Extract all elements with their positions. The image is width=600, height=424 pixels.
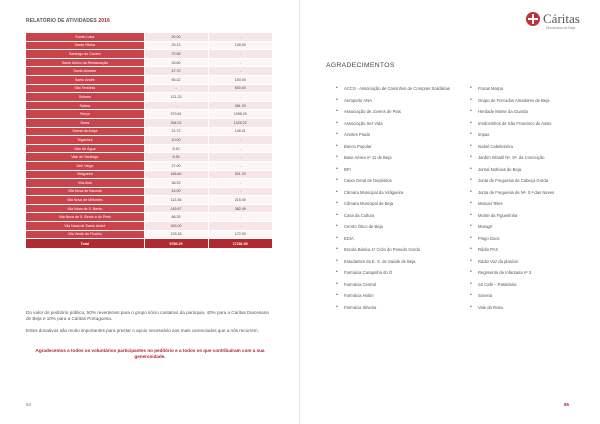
- amount-a-cell: 70.58: [144, 50, 208, 59]
- table-row: [26, 75, 272, 84]
- table-row: [26, 101, 272, 110]
- parish-cell: Santo Aleixo da Restauração: [26, 58, 144, 67]
- caritas-logo: [526, 12, 590, 36]
- list-item: • Herdade Monte da Guarda: [470, 109, 590, 114]
- parish-cell: Safara: [26, 101, 144, 110]
- parish-cell: Sines: [26, 118, 144, 127]
- page-number-right: 65: [564, 402, 570, 407]
- list-item: • Caixa Geral de Depósitos: [336, 178, 456, 183]
- amount-b-cell: -: [208, 161, 272, 170]
- total-label: Total: [26, 239, 144, 249]
- list-item: • Associação Ser Vida: [336, 121, 456, 126]
- parish-cell: Santa Luzia: [26, 33, 144, 41]
- table-row: [26, 41, 272, 50]
- parish-cell: Vila Nova de S. Bento: [26, 204, 144, 213]
- amount-b-cell: 381.20: [208, 101, 272, 110]
- amount-b-cell: -: [208, 153, 272, 162]
- list-item: • Sovena: [470, 293, 590, 298]
- amount-b-cell: -: [208, 58, 272, 67]
- amount-a-cell: 26.60: [144, 58, 208, 67]
- amount-a-cell: 43.00: [144, 187, 208, 196]
- amount-a-cell: 20.00: [144, 33, 208, 41]
- table-row: [26, 50, 272, 59]
- amount-b-cell: -: [208, 33, 272, 41]
- parish-cell: Santa Vitória: [26, 41, 144, 50]
- parish-cell: Vale de Santiago: [26, 153, 144, 162]
- amount-a-cell: 166.80: [144, 170, 208, 179]
- amount-b-cell: -: [208, 144, 272, 153]
- list-item: • Grupo de Forcados Amadores de Beja: [470, 98, 590, 103]
- amount-a-cell: 25.13: [144, 41, 208, 50]
- report-title: [26, 18, 110, 24]
- page-number-left: 64: [26, 402, 32, 407]
- amount-a-cell: 112.36: [144, 196, 208, 205]
- list-item: • Irmãozinhos de São Francisco de Assis: [470, 121, 590, 126]
- list-item: • Isabel Cabeleireira: [470, 144, 590, 149]
- table-row: [26, 222, 272, 231]
- amount-b-cell: -: [208, 222, 272, 231]
- table-row: [26, 67, 272, 76]
- table-row: [26, 179, 272, 188]
- amount-b-cell: 172.00: [208, 230, 272, 239]
- list-item: • Pingo Doce: [470, 236, 590, 241]
- table-row: [26, 196, 272, 205]
- parish-cell: Trigaches: [26, 136, 144, 145]
- table-row: [26, 118, 272, 127]
- logo-name: Cáritas: [543, 11, 580, 26]
- parish-cell: Vila Nova de Baronia: [26, 187, 144, 196]
- parish-cell: Santo André: [26, 75, 144, 84]
- amount-a-cell: -: [144, 84, 208, 93]
- table-row: [26, 161, 272, 170]
- amount-a-cell: 379.61: [144, 110, 208, 119]
- amount-a-cell: 47.70: [144, 67, 208, 76]
- logo-subtitle: Diocesana de Beja: [546, 26, 576, 30]
- list-item: • EDIA: [336, 236, 456, 241]
- amount-a-cell: 263.00: [144, 222, 208, 231]
- importance-paragraph: Estes donativos são muito importantes para prestar o apoio necessário aos mais carenciados que a nós recorrem.: [26, 328, 259, 333]
- amount-a-cell: -: [144, 101, 208, 110]
- list-item: • Junta de Freguesia de Nª. S.ª das Neves: [470, 190, 590, 195]
- list-item: • Moragri: [470, 224, 590, 229]
- list-item: • Junta de Freguesia de Cabeça Gorda: [470, 178, 590, 183]
- list-item: • Monte da Figueirinha: [470, 213, 590, 218]
- parish-cell: Santiago do Cacém: [26, 50, 144, 59]
- list-item: • Aeroporto ANA: [336, 98, 456, 103]
- amount-a-cell: 8.35: [144, 153, 208, 162]
- acknowledgements-title: AGRADECIMENTOS: [326, 62, 395, 69]
- amount-b-cell: -: [208, 136, 272, 145]
- parish-cell: Serpa: [26, 110, 144, 119]
- amount-a-cell: 6.30: [144, 144, 208, 153]
- table-row: [26, 230, 272, 239]
- parish-cell: Vila Alva: [26, 179, 144, 188]
- list-item: • Jardim Infantil Nª. Sª. da Conceição: [470, 155, 590, 160]
- amount-b-cell: 382.49: [208, 204, 272, 213]
- parish-cell: Sobral da Adiça: [26, 127, 144, 136]
- table-row: [26, 170, 272, 179]
- acknowledgements-list-right: [470, 86, 590, 316]
- list-item: • Só Café – Pastelaria: [470, 282, 590, 287]
- amount-a-cell: 10.00: [144, 136, 208, 145]
- parish-cell: Vila Nova de Santo André: [26, 222, 144, 231]
- amount-a-cell: 38.25: [144, 179, 208, 188]
- list-item: • Associação de Jovens de Pias: [336, 109, 456, 114]
- amount-b-cell: 128.00: [208, 41, 272, 50]
- amount-b-cell: -: [208, 179, 272, 188]
- amount-b-cell: -: [208, 213, 272, 222]
- list-item: • Câmara Municipal de Beja: [336, 201, 456, 206]
- list-item: • Farmácia Carapinha do Ó: [336, 270, 456, 275]
- report-title-text: RELATÓRIO DE ATIVIDADES: [26, 18, 97, 24]
- table-row: [26, 144, 272, 153]
- list-item: • BPI: [336, 167, 456, 172]
- amount-b-cell: -: [208, 93, 272, 102]
- amount-a-cell: 88.25: [144, 213, 208, 222]
- list-item: • Azeites Prado: [336, 132, 456, 137]
- table-row: [26, 110, 272, 119]
- distribution-paragraph: Do valor do peditório público, 50% reverteram para o grupo sócio caritativo da paróquia, 40% para a Cáritas Diocesana de Beja e 10% para a Cáritas Portuguesa.: [26, 310, 269, 322]
- list-item: • Farmácia Central: [336, 282, 456, 287]
- amount-b-cell: -: [208, 50, 272, 59]
- list-item: • Rádio PAX: [470, 247, 590, 252]
- parish-cell: Vila Verde de Ficalho: [26, 230, 144, 239]
- table-row: [26, 127, 272, 136]
- list-item: • Estudantes da E. S. de Saúde de Beja: [336, 259, 456, 264]
- table-row: [26, 187, 272, 196]
- table-row: [26, 153, 272, 162]
- table-row: [26, 84, 272, 93]
- parish-cell: Santo Amador: [26, 67, 144, 76]
- amount-a-cell: 65.32: [144, 75, 208, 84]
- list-item: • Farmácia Holon: [336, 293, 456, 298]
- amount-a-cell: 121.23: [144, 93, 208, 102]
- list-item: • Frutas Marpa: [470, 86, 590, 91]
- amount-b-cell: 500.00: [208, 84, 272, 93]
- list-item: • Impax: [470, 132, 590, 137]
- table-row: [26, 58, 272, 67]
- table-row: [26, 136, 272, 145]
- total-a: 5786.29: [144, 239, 208, 249]
- list-item: • Câmara Municipal da Vidigueira: [336, 190, 456, 195]
- total-row: [26, 239, 272, 249]
- parish-cell: Vale Vargo: [26, 161, 144, 170]
- table-row: [26, 213, 272, 222]
- amount-a-cell: 27.00: [144, 161, 208, 170]
- list-item: • ACCS - Associação de Caminhos de Compras Solidárias: [336, 86, 456, 91]
- list-item: • Centro Ótico de Beja: [336, 224, 456, 229]
- acknowledgements-list-left: [336, 86, 456, 316]
- parish-cell: Vidigueira: [26, 170, 144, 179]
- list-item: • Vale da Rosa: [470, 305, 590, 310]
- donations-table: [26, 33, 272, 249]
- total-b: 17281.90: [208, 239, 272, 249]
- cross-icon: [526, 12, 540, 26]
- amount-b-cell: 215.00: [208, 196, 272, 205]
- amount-a-cell: 21.72: [144, 127, 208, 136]
- table-row: [26, 93, 272, 102]
- amount-b-cell: -: [208, 67, 272, 76]
- parish-cell: Vale de Água: [26, 144, 144, 153]
- list-item: • Banco Popular: [336, 144, 456, 149]
- amount-b-cell: 1029.22: [208, 118, 272, 127]
- list-item: • Farmácia Silveira: [336, 305, 456, 310]
- parish-cell: Vila Nova de Milfontes: [26, 196, 144, 205]
- report-year: 2016: [98, 18, 110, 24]
- list-item: • Rádio Voz da planície: [470, 259, 590, 264]
- thanks-paragraph: Agradecemos a todos os voluntários participantes no peditório e a todos os que contribuíram com a sua generosidade.: [35, 348, 265, 360]
- list-item: • Base Aérea nº 11 de Beja: [336, 155, 456, 160]
- list-item: • Manuel Teles: [470, 201, 590, 206]
- amount-a-cell: 145.67: [144, 204, 208, 213]
- amount-b-cell: 149.21: [208, 127, 272, 136]
- amount-b-cell: 100.00: [208, 75, 272, 84]
- table-row: [26, 204, 272, 213]
- amount-b-cell: 1058.20: [208, 110, 272, 119]
- amount-a-cell: 264.01: [144, 118, 208, 127]
- list-item: • Escola Básica 1º Ciclo do Penedo Gordo: [336, 247, 456, 252]
- list-item: • Regimento de Infantaria nº 3: [470, 270, 590, 275]
- parish-cell: Vila Nova de S. Bento a do Pinto: [26, 213, 144, 222]
- list-item: • Casa da Cultura: [336, 213, 456, 218]
- amount-a-cell: 133.18: [144, 230, 208, 239]
- amount-b-cell: -: [208, 187, 272, 196]
- parish-cell: Selmes: [26, 93, 144, 102]
- parish-cell: São Teotónio: [26, 84, 144, 93]
- table-row: [26, 33, 272, 41]
- list-item: • Jornal Notícias de Beja: [470, 167, 590, 172]
- amount-b-cell: 531.20: [208, 170, 272, 179]
